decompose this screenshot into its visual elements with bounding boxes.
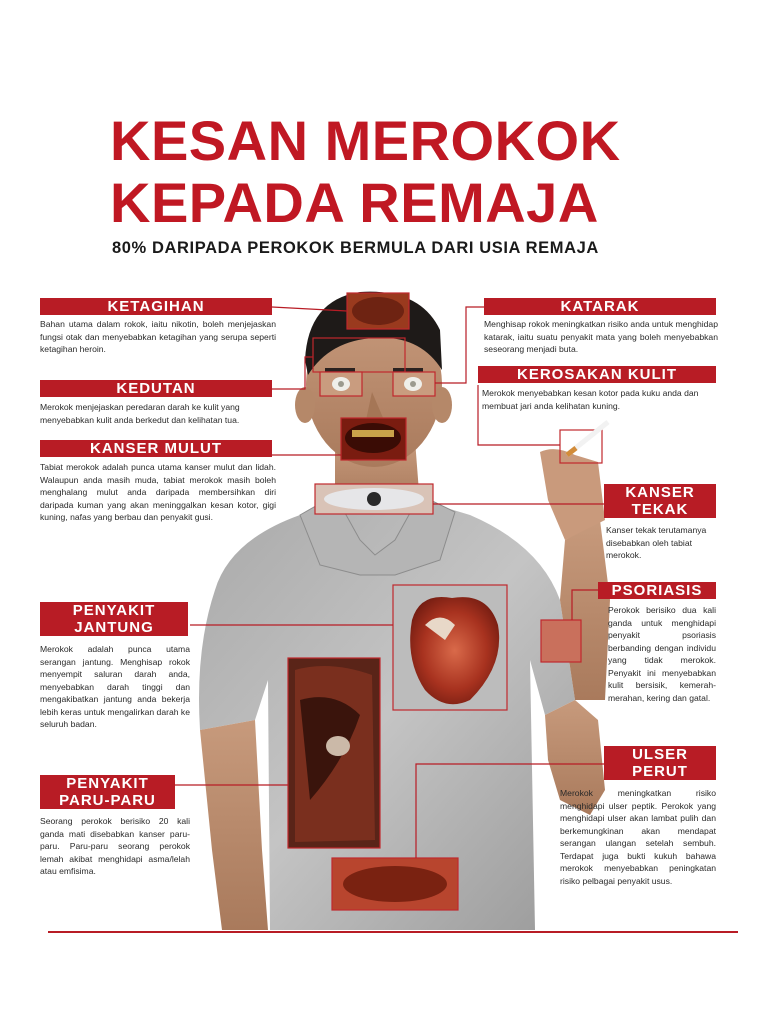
bottom-divider bbox=[48, 931, 738, 933]
page-title-line1: KESAN MEROKOK bbox=[110, 109, 621, 172]
page-title-line2: KEPADA REMAJA bbox=[110, 171, 599, 234]
page-subtitle: 80% DARIPADA PEROKOK BERMULA DARI USIA REMAJA bbox=[112, 239, 599, 257]
section-body-ulser-perut: Merokok meningkatkan risiko menghidapi ulser peptik. Perokok yang menghidapi ulser akan lambat pulih dan berkemungkinan akan mendapat serangan ulangan setelah sembuh. Terdapat juga bukti kukuh bahawa merokok menyebabkan peningkatan risiko pelbagai penyakit usus. bbox=[560, 788, 716, 886]
section-header-penyakit-paru-line2: PARU-PARU bbox=[59, 792, 156, 809]
section-header-psoriasis: PSORIASIS bbox=[598, 582, 716, 599]
section-body-kedutan: Merokok menjejaskan peredaran darah ke kulit yang menyebabkan kulit anda berkedut dan kelihatan tua. bbox=[40, 402, 240, 425]
section-header-kanser-mulut: KANSER MULUT bbox=[40, 440, 272, 457]
section-body-ketagihan: Bahan utama dalam rokok, iaitu nikotin, boleh menjejaskan fungsi otak dan menyebabkan ketagihan yang serupa seperti ketagihan heroin. bbox=[40, 319, 276, 354]
section-body-penyakit-jantung: Merokok adalah punca utama serangan jantung. Menghisap rokok menyempit saluran darah anda, menyebabkan darah tinggi dan mengakibatkan jantung anda bekerja lebih keras untuk mengalirkan darah ke seluruh badan. bbox=[40, 644, 191, 729]
section-header-penyakit-paru-line1: PENYAKIT bbox=[66, 775, 149, 792]
section-header-kedutan: KEDUTAN bbox=[40, 380, 272, 397]
section-header-penyakit-paru bbox=[40, 775, 175, 809]
section-body-psoriasis: Perokok berisiko dua kali ganda untuk menghidapi penyakit psoriasis berbanding dengan individu yang tidak merokok. Penyakit ini menyebabkan kulit bersisik, kemerah-merahan, kering dan gatal. bbox=[608, 605, 716, 703]
section-header-ulser-perut bbox=[604, 746, 716, 780]
section-body-kanser-tekak: Kanser tekak terutamanya disebabkan oleh tabiat merokok. bbox=[606, 525, 707, 560]
section-body-penyakit-paru: Seorang perokok berisiko 20 kali ganda mati disebabkan kanser paru-paru. Paru-paru seorang perokok lemah akibat menghidapi asma/lelah atau emfisima. bbox=[40, 816, 190, 876]
section-header-ketagihan: KETAGIHAN bbox=[40, 298, 272, 315]
section-header-katarak: KATARAK bbox=[484, 298, 716, 315]
section-header-kanser-tekak-line2: TEKAK bbox=[631, 501, 689, 518]
section-header-penyakit-jantung-line1: PENYAKIT bbox=[72, 602, 156, 619]
section-header-kanser-tekak bbox=[604, 484, 716, 518]
section-header-penyakit-jantung-line2: JANTUNG bbox=[74, 619, 154, 636]
section-header-penyakit-jantung bbox=[40, 602, 188, 636]
section-header-kanser-tekak-line1: KANSER bbox=[625, 484, 695, 501]
section-header-ulser-perut-line1: ULSER bbox=[632, 746, 688, 763]
left-arm bbox=[200, 720, 268, 930]
section-header-kerosakan-kulit: KEROSAKAN KULIT bbox=[478, 366, 716, 383]
section-body-katarak: Menghisap rokok meningkatkan risiko anda untuk menghidap katarak, iaitu suatu penyakit mata yang boleh menyebabkan seseorang menjadi buta. bbox=[484, 319, 718, 354]
section-header-ulser-perut-line2: PERUT bbox=[632, 763, 688, 780]
section-body-kerosakan-kulit: Merokok menyebabkan kesan kotor pada kuku anda dan membuat jari anda kelihatan kuning. bbox=[482, 388, 699, 411]
section-body-kanser-mulut: Tabiat merokok adalah punca utama kanser mulut dan lidah. Walaupun anda masih muda, tabiat merokok masih boleh menghalang mulut anda daripada membersihkan diri daripada kuman yang akan meninggalkan kesan kotor, gigi kuning, nafas yang berbau dan penyakit gusi. bbox=[40, 462, 276, 522]
